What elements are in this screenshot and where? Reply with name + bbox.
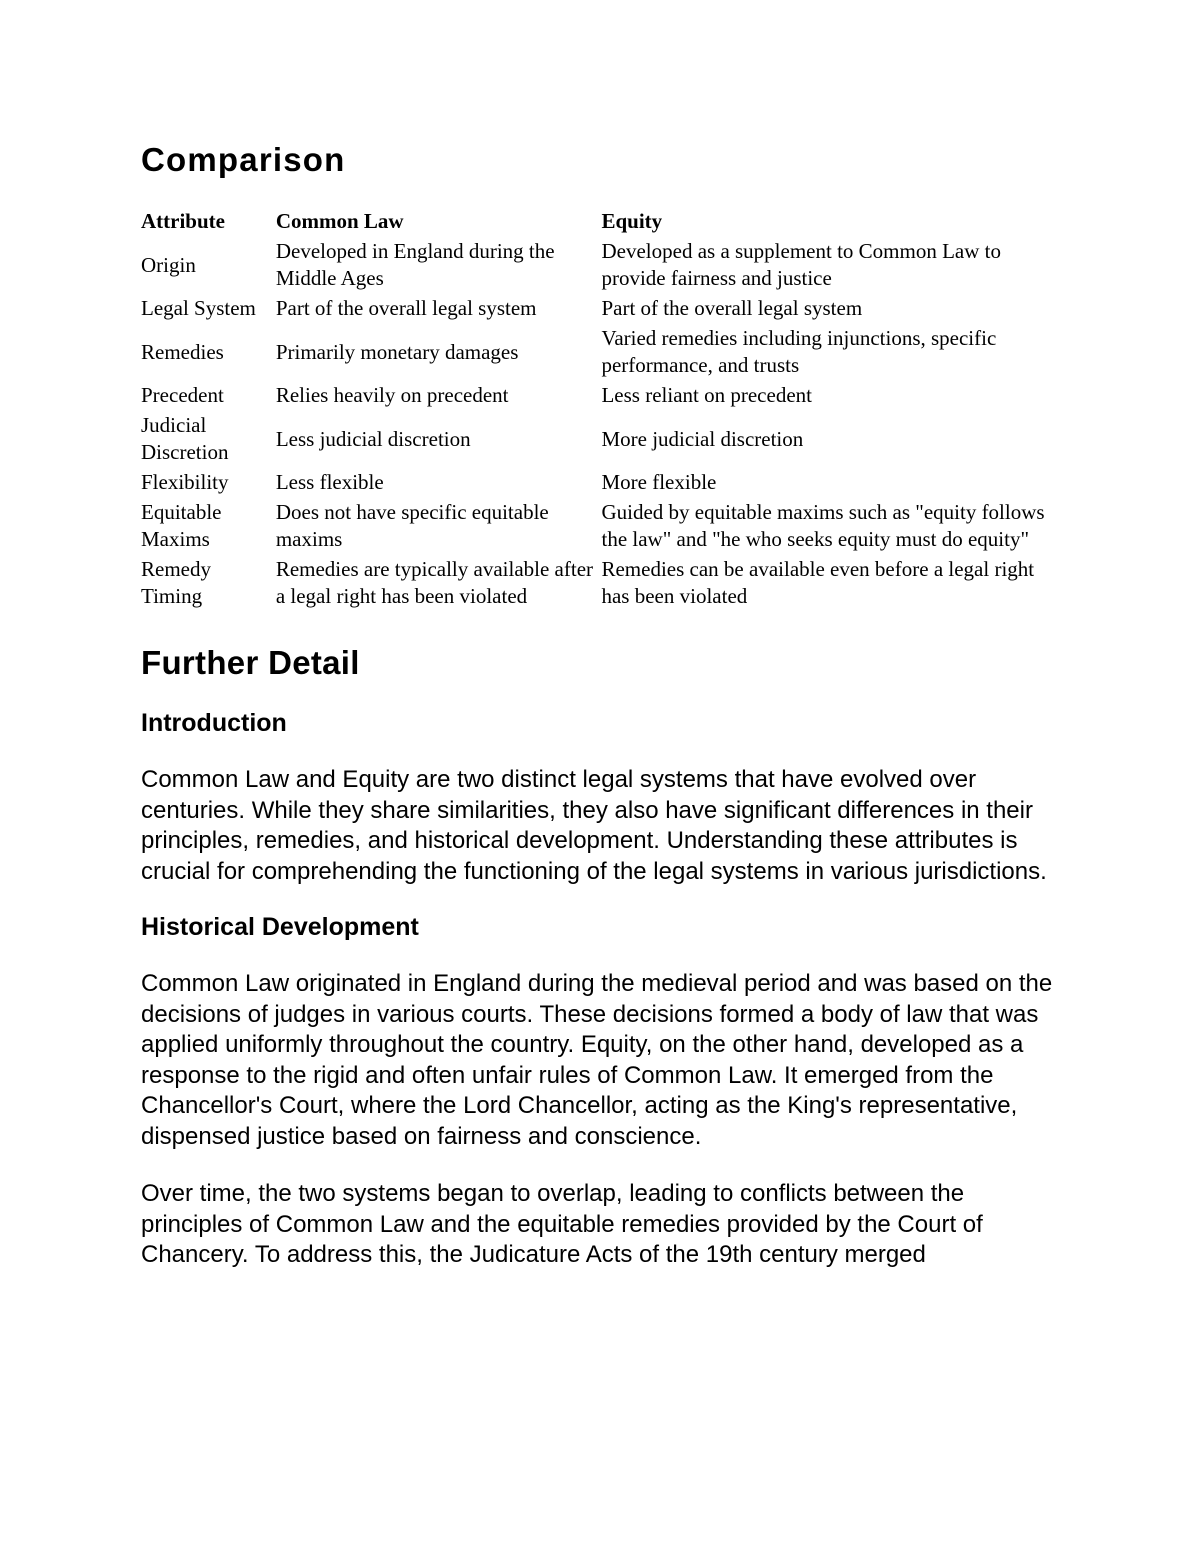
equity-cell: More judicial discretion [601, 426, 804, 451]
equity-cell: Guided by equitable maxims such as "equity follows the law" and "he who seeks equity must do equity" [601, 500, 1045, 551]
common-law-cell: Part of the overall legal system [275, 296, 537, 320]
attribute-cell: Judicial Discretion [141, 413, 229, 464]
header-common-law: Common Law [275, 209, 404, 233]
equity-cell: Remedies can be available even before a legal right has been violated [601, 557, 1035, 608]
common-law-cell: Less judicial discretion [275, 426, 471, 451]
table-row [141, 295, 1061, 325]
equity-cell: Developed as a supplement to Common Law to provide fairness and justice [601, 239, 1001, 290]
attribute-cell: Remedies [141, 339, 224, 364]
table-row [141, 325, 1061, 382]
table-row [141, 382, 1061, 412]
comparison-table [141, 208, 1061, 613]
common-law-cell: Does not have specific equitable maxims [275, 500, 549, 551]
table-header-row [141, 208, 1061, 238]
common-law-cell: Developed in England during the Middle Ages [275, 239, 555, 290]
attribute-cell: Legal System [141, 296, 256, 320]
document-page [141, 138, 1061, 1271]
common-law-cell: Relies heavily on precedent [275, 383, 509, 407]
common-law-cell: Less flexible [275, 470, 384, 494]
attribute-cell: Origin [141, 252, 196, 277]
equity-cell: More flexible [601, 470, 717, 494]
comparison-heading: Comparison [141, 141, 346, 178]
introduction-paragraph: Common Law and Equity are two distinct legal systems that have evolved over centuries. While they share similarities, they also have significant differences in their principles, remedies, and historical development. Understanding these attributes is crucial for comprehending the functioning of the legal systems in various jurisdictions. [141, 766, 1047, 885]
historical-paragraph-1: Common Law originated in England during the medieval period and was based on the decisions of judges in various courts. These decisions formed a body of law that was applied uniformly throughout the country. Equity, on the other hand, developed as a response to the rigid and often unfair rules of Common Law. It emerged from the Chancellor's Court, where the Lord Chancellor, acting as the King's representative, dispensed justice based on fairness and conscience. [141, 970, 1053, 1150]
further-detail-heading: Further Detail [141, 644, 360, 681]
table-row [141, 238, 1061, 295]
header-attribute: Attribute [141, 209, 225, 233]
table-row [141, 412, 1061, 469]
equity-cell: Part of the overall legal system [601, 296, 863, 320]
table-row [141, 556, 1061, 613]
table-row [141, 469, 1061, 499]
introduction-heading: Introduction [141, 709, 287, 737]
common-law-cell: Remedies are typically available after a legal right has been violated [275, 557, 594, 608]
equity-cell: Varied remedies including injunctions, specific performance, and trusts [601, 326, 997, 377]
attribute-cell: Flexibility [141, 470, 229, 494]
attribute-cell: Equitable Maxims [141, 500, 222, 551]
historical-development-heading: Historical Development [141, 913, 419, 941]
table-row [141, 499, 1061, 556]
common-law-cell: Primarily monetary damages [275, 339, 519, 364]
header-equity: Equity [601, 209, 663, 233]
attribute-cell: Precedent [141, 383, 224, 407]
historical-paragraph-2: Over time, the two systems began to overlap, leading to conflicts between the principles of Common Law and the equitable remedies provided by the Court of Chancery. To address this, the Judicature Acts of the 19th century merged [141, 1180, 983, 1268]
attribute-cell: Remedy Timing [141, 557, 211, 608]
equity-cell: Less reliant on precedent [601, 383, 812, 407]
